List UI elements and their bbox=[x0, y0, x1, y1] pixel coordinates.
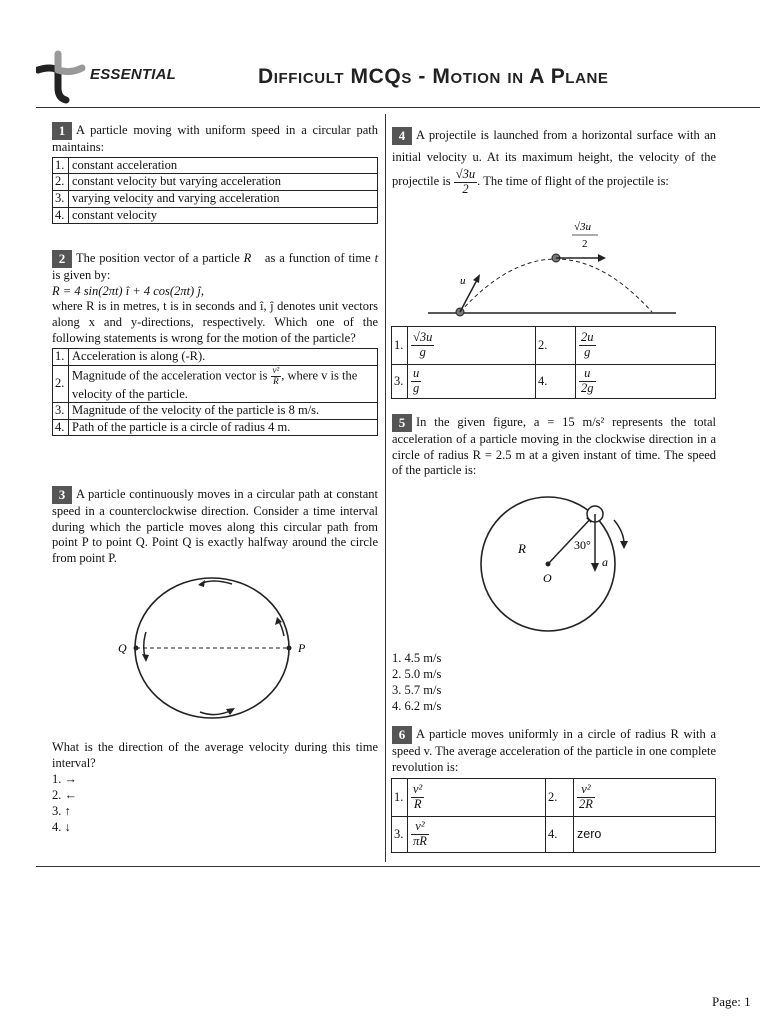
logo-text: ESSENTIAL bbox=[90, 66, 176, 83]
clockwise-arrow-icon bbox=[614, 520, 624, 544]
direction-arrow-icon bbox=[144, 632, 146, 658]
option-row[interactable] bbox=[53, 207, 378, 224]
page-header bbox=[36, 44, 760, 108]
option-text: Magnitude of the velocity of the particle is 8 m/s. bbox=[69, 403, 378, 420]
option-number: 1. bbox=[392, 779, 408, 817]
arrowhead-icon bbox=[473, 274, 480, 283]
question-1 bbox=[52, 122, 378, 224]
option-row[interactable] bbox=[53, 349, 378, 366]
label-r: R bbox=[518, 541, 526, 556]
option-text: $\frac{\text{v²}}{2R}$ bbox=[574, 779, 716, 817]
option-row[interactable] bbox=[53, 419, 378, 436]
option-item[interactable]: 3. 5.7 m/s bbox=[392, 683, 442, 697]
option-item[interactable]: 4. 6.2 m/s bbox=[392, 699, 442, 713]
point-p bbox=[287, 646, 292, 651]
option-number: 2. bbox=[546, 779, 574, 817]
page-number: Page: 1 bbox=[712, 994, 751, 1009]
arrowhead-icon bbox=[198, 580, 205, 587]
label-p: P bbox=[298, 641, 306, 655]
option-item[interactable]: 4. ↓ bbox=[52, 820, 71, 835]
question-text: A projectile is launched from a horizontal surface with an initial velocity u. At its maximum height, the velocity of the projectile is bbox=[392, 128, 716, 189]
fig-frac-num: √3u bbox=[574, 221, 592, 233]
option-item[interactable]: 3. ↑ bbox=[52, 804, 71, 819]
option-text: constant acceleration bbox=[69, 157, 378, 174]
option-item[interactable]: 1. 4.5 m/s bbox=[392, 651, 442, 665]
option-number: 3. bbox=[53, 403, 69, 420]
option-number: 2. bbox=[53, 365, 69, 402]
option-row[interactable] bbox=[53, 403, 378, 420]
option-text: $\frac{u}{2g}$ bbox=[576, 365, 716, 399]
question-text: What is the direction of the average velocity during this time interval? bbox=[52, 740, 378, 770]
option-number: 3. bbox=[392, 365, 408, 399]
option-text: Path of the particle is a circle of radius 4 m. bbox=[69, 419, 378, 436]
option-number: 2. bbox=[536, 327, 576, 365]
question-5 bbox=[392, 414, 716, 479]
option-number: 4. bbox=[536, 365, 576, 399]
label-a: a bbox=[602, 555, 608, 569]
question-number: 2 bbox=[52, 250, 72, 268]
option-row[interactable] bbox=[53, 190, 378, 207]
fraction: $\frac{\text{v²}}{R}$ bbox=[272, 364, 280, 386]
option-row[interactable] bbox=[53, 174, 378, 191]
arrowhead-icon bbox=[598, 254, 606, 262]
question-number: 1 bbox=[52, 122, 72, 140]
question-text: is given by: bbox=[52, 268, 111, 282]
question-number: 3 bbox=[52, 486, 72, 504]
question-2: 2 The position vector of a particle R⃗ as a function of time t is given by: R = 4 sin(2πt) î + 4 cos(2πt) ĵ, where R is in metres, t is in seconds and î, ĵ denotes unit vectors along x and y-directions, respectively. Which one of the following statements is wrong for the motion of the particle? 1. Acceleration is along (-R). 2. Magnitude of the acceleration vector is $\frac{\text{v²}}{R}$ , where v is the velocity of the particle. 3. Magnitude of the velocity of the particle is 8 m/s. 4. Path of the particle is a circle of radius 4 m. bbox=[52, 250, 378, 436]
column-divider bbox=[385, 114, 386, 862]
q4-options-table bbox=[391, 326, 716, 399]
direction-arrow-icon bbox=[200, 581, 232, 584]
option-item[interactable]: 1. → bbox=[52, 772, 77, 787]
question-text: A particle moving with uniform speed in a circular path maintains: bbox=[52, 122, 378, 154]
option-text: Magnitude of the acceleration vector is $\frac{\text{v²}}{R}$ , where v is the velocity of the particle. bbox=[69, 365, 378, 402]
label-angle: 30° bbox=[574, 538, 591, 552]
projectile-figure bbox=[420, 214, 684, 318]
option-text: $\frac{u}{g}$ bbox=[408, 365, 536, 399]
option-row[interactable] bbox=[53, 365, 378, 402]
option-row[interactable] bbox=[392, 327, 716, 365]
option-row[interactable] bbox=[392, 779, 716, 817]
question-number: 4 bbox=[392, 127, 412, 145]
fraction: $\frac{√3u}{2}$ bbox=[455, 167, 476, 196]
trajectory-path bbox=[460, 259, 652, 312]
option-item[interactable]: 2. ← bbox=[52, 788, 77, 803]
q6-options-table bbox=[391, 778, 716, 853]
option-number: 1. bbox=[392, 327, 408, 365]
question-text: In the given figure, a = 15 m/s² represents the total acceleration of a particle moving in the clockwise direction in a circle of radius R = 2.5 m at a given instant of time. The speed of the particle is: bbox=[392, 414, 716, 478]
option-text: $\frac{√3u}{g}$ bbox=[408, 327, 536, 365]
options-table bbox=[52, 348, 378, 436]
position-equation: R = 4 sin(2πt) î + 4 cos(2πt) ĵ, bbox=[52, 283, 204, 298]
question-number: 5 bbox=[392, 414, 412, 432]
page-title: Difficult MCQs - Motion in A Plane bbox=[258, 65, 609, 88]
point-q bbox=[134, 646, 139, 651]
option-text: $\frac{\text{v²}}{\pi R}$ bbox=[408, 817, 546, 853]
option-number: 4. bbox=[53, 419, 69, 436]
question-6 bbox=[392, 726, 716, 775]
vector-r: R⃗ bbox=[243, 250, 262, 265]
question-text: as a function of time bbox=[264, 250, 371, 265]
label-q: Q bbox=[118, 641, 127, 655]
question-4 bbox=[392, 124, 716, 197]
circle-path-figure bbox=[112, 572, 312, 728]
question-number: 6 bbox=[392, 726, 412, 744]
option-number: 4. bbox=[546, 817, 574, 853]
center-o bbox=[546, 562, 551, 567]
question-text: A particle moves uniformly in a circle of radius R with a speed v. The average acceleration of the particle in one complete revolution is: bbox=[392, 726, 716, 774]
circular-motion-figure bbox=[474, 492, 638, 636]
option-text: $\frac{\text{v²}}{R}$ bbox=[408, 779, 546, 817]
question-5-options bbox=[392, 650, 716, 714]
arrowhead-icon bbox=[142, 654, 149, 662]
option-number: 1. bbox=[53, 349, 69, 366]
options-table bbox=[52, 157, 378, 225]
option-text: Acceleration is along (-R). bbox=[69, 349, 378, 366]
option-text: varying velocity and varying acceleration bbox=[69, 190, 378, 207]
label-o: O bbox=[543, 571, 552, 585]
arrowhead-icon bbox=[620, 541, 628, 549]
fig-frac-den: 2 bbox=[582, 238, 588, 250]
option-row[interactable] bbox=[53, 157, 378, 174]
option-item[interactable]: 2. 5.0 m/s bbox=[392, 667, 442, 681]
arrowhead-icon bbox=[591, 563, 599, 572]
option-row[interactable] bbox=[392, 817, 716, 853]
option-number: 2. bbox=[53, 174, 69, 191]
question-3-ask bbox=[52, 740, 378, 835]
option-text: $\frac{2u}{g}$ bbox=[576, 327, 716, 365]
question-text: . The time of flight of the projectile is: bbox=[477, 174, 669, 189]
question-text: The position vector of a particle bbox=[76, 250, 240, 265]
question-3 bbox=[52, 486, 378, 567]
option-text: constant velocity but varying acceleration bbox=[69, 174, 378, 191]
option-row[interactable] bbox=[392, 365, 716, 399]
bottom-rule bbox=[36, 866, 760, 867]
label-u: u bbox=[460, 275, 466, 287]
option-number: 3. bbox=[392, 817, 408, 853]
option-number: 1. bbox=[53, 157, 69, 174]
option-text: zero bbox=[574, 817, 716, 853]
question-text: A particle continuously moves in a circular path at constant speed in a counterclockwise direction. Consider a time interval during which the particle moves along this circular path from point P to point Q. Point Q is exactly halfway around the circle from point P. bbox=[52, 486, 378, 565]
option-number: 3. bbox=[53, 190, 69, 207]
question-text: where R is in metres, t is in seconds and î, ĵ denotes unit vectors along x and y-directions, respectively. Which one of the following statements is wrong for the motion of the particle? bbox=[52, 299, 378, 345]
option-text: constant velocity bbox=[69, 207, 378, 224]
option-number: 4. bbox=[53, 207, 69, 224]
